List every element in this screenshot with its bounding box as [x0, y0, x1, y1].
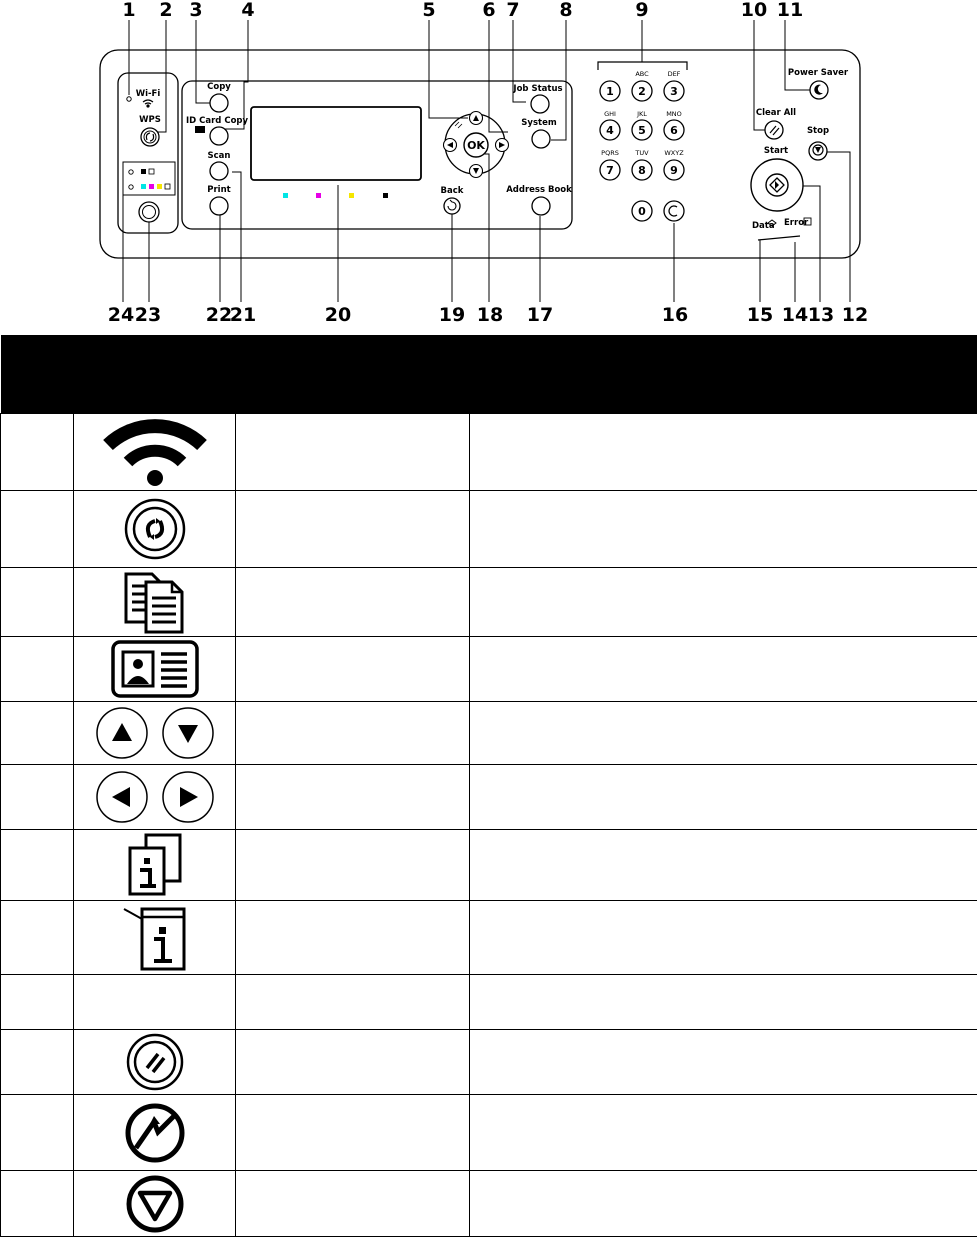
clear-key[interactable]: [664, 201, 684, 221]
table-row: [1, 568, 977, 637]
key-8[interactable]: [632, 149, 652, 180]
callout-5: 5: [422, 0, 435, 21]
svg-text:9: 9: [670, 164, 678, 177]
job-status-icon: [126, 832, 184, 898]
svg-text:3: 3: [670, 85, 678, 98]
wps-icon: [123, 497, 187, 561]
power-saver-icon: [124, 1102, 186, 1164]
address-book-label: Address Book: [506, 185, 572, 195]
table-row: [1, 414, 977, 491]
nav-up-button[interactable]: [470, 112, 483, 125]
key-5[interactable]: [632, 110, 652, 140]
svg-text:5: 5: [638, 124, 646, 137]
start-label: Start: [764, 146, 788, 156]
key-7[interactable]: [600, 149, 620, 180]
data-label: Data: [752, 221, 775, 231]
callout-12: 12: [842, 304, 868, 326]
key-6[interactable]: [664, 110, 684, 140]
ok-button[interactable]: [464, 133, 488, 157]
scan-button[interactable]: [210, 162, 228, 180]
svg-text:JKL: JKL: [636, 110, 647, 118]
callout-8: 8: [559, 0, 572, 21]
svg-text:WXYZ: WXYZ: [664, 149, 684, 157]
power-saver-button[interactable]: [810, 81, 828, 99]
back-label: Back: [441, 186, 464, 196]
id-card-copy-button[interactable]: [210, 127, 228, 145]
id-card-icon: [111, 640, 199, 698]
table-row: [1, 702, 977, 765]
wps-label: WPS: [139, 115, 161, 125]
scan-label: Scan: [208, 151, 231, 161]
table-row: [1, 765, 977, 830]
svg-text:7: 7: [606, 164, 614, 177]
callout-22: 22: [206, 304, 232, 326]
callout-14: 14: [782, 304, 808, 326]
left-right-arrows-icon: [95, 769, 215, 825]
table-row: [1, 637, 977, 702]
error-label: Error: [784, 218, 809, 228]
callout-4: 4: [241, 0, 254, 21]
svg-text:1: 1: [606, 85, 614, 98]
wifi-icon: [100, 417, 210, 487]
nav-right-button[interactable]: [496, 139, 509, 152]
callout-16: 16: [662, 304, 688, 326]
nav-tick-marks: [455, 122, 462, 128]
svg-text:6: 6: [670, 124, 678, 137]
svg-text:GHI: GHI: [604, 110, 616, 118]
clear-all-icon: [125, 1032, 185, 1092]
svg-text:MNO: MNO: [666, 110, 682, 118]
callout-2: 2: [159, 0, 172, 21]
callout-24: 24: [108, 304, 134, 326]
callout-23: 23: [135, 304, 161, 326]
back-button[interactable]: [444, 198, 460, 214]
legend-header-row: [1, 335, 977, 414]
table-row: [1, 830, 977, 901]
power-saver-label: Power Saver: [788, 68, 849, 78]
copy-button[interactable]: [210, 94, 228, 112]
display-screen: [251, 107, 421, 180]
header-cell: [470, 335, 977, 414]
key-3[interactable]: [664, 70, 684, 101]
callout-21: 21: [230, 304, 256, 326]
callout-17: 17: [527, 304, 553, 326]
id-card-copy-label: ID Card Copy: [186, 116, 249, 126]
table-row: [1, 1030, 977, 1095]
svg-text:OK: OK: [467, 139, 485, 152]
copy-icon: [122, 570, 188, 634]
keypad: [600, 70, 684, 221]
key-4[interactable]: [600, 110, 620, 140]
svg-text:ABC: ABC: [635, 70, 649, 78]
legend-table: [0, 335, 977, 1237]
nav-left-button[interactable]: [444, 139, 457, 152]
svg-text:DEF: DEF: [668, 70, 681, 78]
callout-9: 9: [635, 0, 648, 21]
stop-icon: [125, 1174, 185, 1234]
key-2[interactable]: [632, 70, 652, 101]
control-panel-diagram: [0, 0, 977, 335]
id-card-mini-icon: [195, 126, 205, 133]
toner-status-leds: [129, 169, 170, 189]
callout-13: 13: [808, 304, 834, 326]
wps-button[interactable]: [141, 128, 159, 146]
wifi-led: [127, 97, 131, 101]
stop-button[interactable]: [809, 142, 827, 160]
clear-all-label: Clear All: [756, 108, 796, 118]
system-label: System: [521, 118, 557, 128]
table-row: [1, 975, 977, 1030]
svg-text:2: 2: [638, 85, 646, 98]
print-button[interactable]: [210, 197, 228, 215]
callout-7: 7: [506, 0, 519, 21]
table-row: [1, 1095, 977, 1171]
svg-text:0: 0: [638, 205, 646, 218]
callout-15: 15: [747, 304, 773, 326]
table-row: [1, 901, 977, 975]
stop-label: Stop: [807, 126, 829, 136]
toner-indicator-box: [123, 162, 175, 195]
callout-19: 19: [439, 304, 465, 326]
callout-6: 6: [482, 0, 495, 21]
table-row: [1, 1171, 977, 1237]
header-cell: [1, 335, 74, 414]
svg-text:4: 4: [606, 124, 614, 137]
status-light-bar: [758, 236, 800, 240]
power-button[interactable]: [139, 202, 159, 222]
clear-all-button[interactable]: [765, 121, 783, 139]
up-down-arrows-icon: [95, 705, 215, 761]
callout-20: 20: [325, 304, 351, 326]
callout-3: 3: [189, 0, 202, 21]
callout-10: 10: [741, 0, 767, 21]
svg-text:PQRS: PQRS: [601, 149, 619, 157]
print-label: Print: [207, 185, 230, 195]
job-status-label: Job Status: [512, 84, 562, 94]
system-icon: [120, 905, 190, 971]
nav-down-button[interactable]: [470, 165, 483, 178]
svg-text:8: 8: [638, 164, 646, 177]
job-status-button[interactable]: [531, 95, 549, 113]
toner-level-squares: [283, 193, 388, 198]
copy-label: Copy: [207, 82, 231, 92]
start-button[interactable]: [751, 159, 803, 211]
header-cell: [74, 335, 236, 414]
address-book-button[interactable]: [532, 197, 550, 215]
key-0[interactable]: [632, 201, 652, 221]
callout-18: 18: [477, 304, 503, 326]
key-9[interactable]: [664, 149, 684, 180]
wifi-label: Wi-Fi: [136, 89, 161, 99]
system-button[interactable]: [532, 130, 550, 148]
callout-11: 11: [777, 0, 803, 21]
svg-text:TUV: TUV: [634, 149, 649, 157]
key-1[interactable]: [600, 81, 620, 101]
callout-1: 1: [122, 0, 135, 21]
table-row: [1, 491, 977, 568]
header-cell: [236, 335, 470, 414]
wifi-small-icon: [143, 100, 153, 107]
